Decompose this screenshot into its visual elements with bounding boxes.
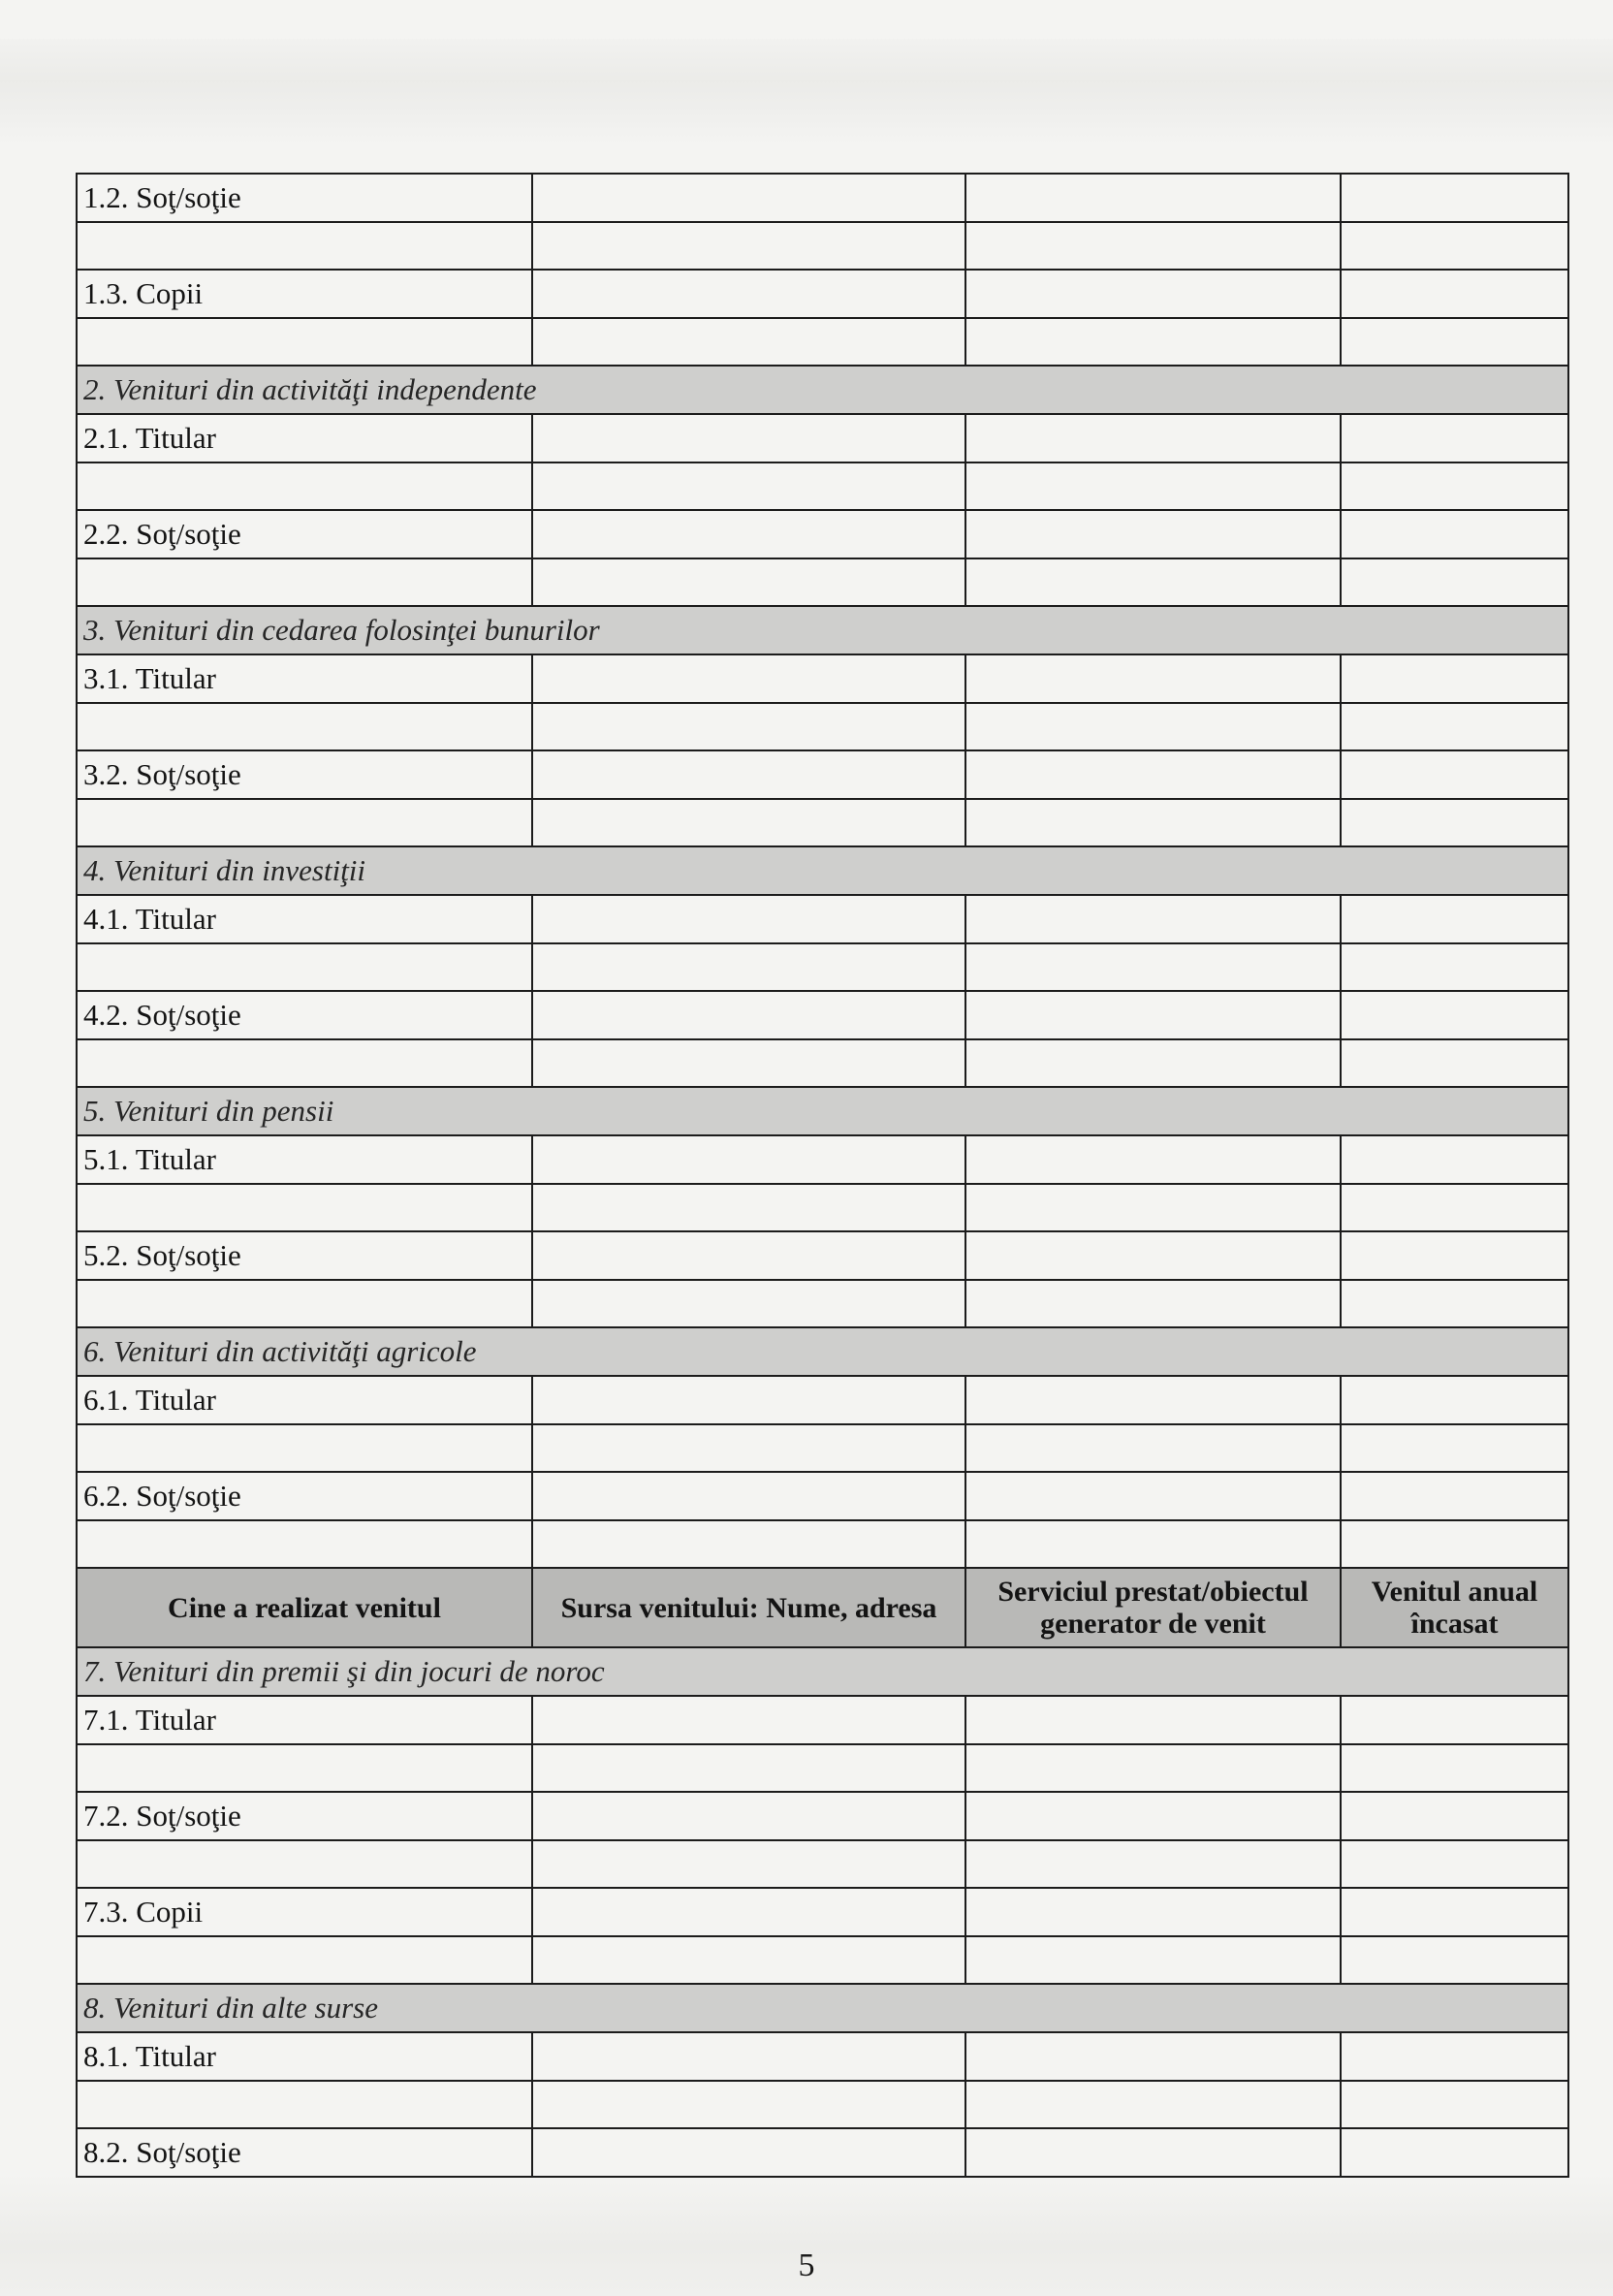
annual-income-cell[interactable] bbox=[1341, 558, 1568, 607]
source-cell[interactable] bbox=[532, 895, 965, 943]
table-row bbox=[77, 1184, 1568, 1232]
source-cell[interactable] bbox=[532, 174, 965, 222]
source-cell[interactable] bbox=[532, 1696, 965, 1744]
row-label-cell bbox=[77, 1280, 532, 1328]
row-label-cell: 4.1. Titular bbox=[77, 895, 532, 943]
table-row bbox=[77, 558, 1568, 607]
annual-income-cell[interactable] bbox=[1341, 1135, 1568, 1184]
table-row bbox=[77, 174, 1568, 222]
service-cell[interactable] bbox=[965, 2032, 1341, 2081]
row-label-cell bbox=[77, 1744, 532, 1793]
service-cell[interactable] bbox=[965, 1184, 1341, 1232]
table-row bbox=[77, 703, 1568, 751]
row-label-cell: 1.2. Soţ/soţie bbox=[77, 174, 532, 222]
row-label-cell bbox=[77, 943, 532, 992]
annual-income-cell[interactable] bbox=[1341, 318, 1568, 367]
row-label-cell bbox=[77, 799, 532, 847]
annual-income-cell[interactable] bbox=[1341, 1184, 1568, 1232]
annual-income-cell[interactable] bbox=[1341, 1424, 1568, 1473]
service-cell[interactable] bbox=[965, 703, 1341, 751]
table-row bbox=[77, 654, 1568, 703]
annual-income-cell[interactable] bbox=[1341, 1744, 1568, 1793]
service-cell[interactable] bbox=[965, 1840, 1341, 1889]
table-row bbox=[77, 1280, 1568, 1328]
table-row bbox=[77, 1744, 1568, 1793]
table-row bbox=[77, 895, 1568, 943]
table-row bbox=[77, 2128, 1568, 2177]
service-cell[interactable] bbox=[965, 2081, 1341, 2129]
row-label-cell: 2.1. Titular bbox=[77, 414, 532, 462]
annual-income-cell[interactable] bbox=[1341, 414, 1568, 462]
table-row bbox=[77, 750, 1568, 799]
annual-income-cell[interactable] bbox=[1341, 1936, 1568, 1985]
annual-income-cell[interactable] bbox=[1341, 799, 1568, 847]
section-heading-row bbox=[77, 606, 1568, 654]
source-cell[interactable] bbox=[532, 270, 965, 318]
source-cell[interactable] bbox=[532, 414, 965, 462]
section-heading: 8. Venituri din alte surse bbox=[77, 1984, 1568, 2032]
row-label-cell bbox=[77, 1184, 532, 1232]
source-cell[interactable] bbox=[532, 1280, 965, 1328]
row-label-cell bbox=[77, 558, 532, 607]
header-venitul-anual: Venitul anual încasat bbox=[1341, 1568, 1568, 1647]
column-header-row bbox=[77, 1568, 1568, 1647]
income-declaration-table bbox=[76, 173, 1569, 2178]
row-label-cell bbox=[77, 703, 532, 751]
table-row bbox=[77, 799, 1568, 847]
table-row bbox=[77, 1135, 1568, 1184]
table-row bbox=[77, 1039, 1568, 1088]
section-heading: 5. Venituri din pensii bbox=[77, 1087, 1568, 1135]
section-heading-row bbox=[77, 1327, 1568, 1376]
row-label-cell: 7.2. Soţ/soţie bbox=[77, 1792, 532, 1840]
source-cell[interactable] bbox=[532, 1184, 965, 1232]
section-heading: 6. Venituri din activităţi agricole bbox=[77, 1327, 1568, 1376]
source-cell[interactable] bbox=[532, 1744, 965, 1793]
annual-income-cell[interactable] bbox=[1341, 1231, 1568, 1280]
service-cell[interactable] bbox=[965, 1280, 1341, 1328]
service-cell[interactable] bbox=[965, 895, 1341, 943]
section-heading-row bbox=[77, 366, 1568, 414]
header-serviciul-prestat: Serviciul prestat/obiectul generator de venit bbox=[965, 1568, 1341, 1647]
source-cell[interactable] bbox=[532, 222, 965, 271]
row-label-cell bbox=[77, 1520, 532, 1569]
row-label-cell: 6.2. Soţ/soţie bbox=[77, 1472, 532, 1520]
source-cell[interactable] bbox=[532, 1039, 965, 1088]
table-row bbox=[77, 1472, 1568, 1520]
service-cell[interactable] bbox=[965, 991, 1341, 1039]
row-label-cell: 6.1. Titular bbox=[77, 1376, 532, 1424]
source-cell[interactable] bbox=[532, 1472, 965, 1520]
table-row bbox=[77, 1231, 1568, 1280]
service-cell[interactable] bbox=[965, 174, 1341, 222]
source-cell[interactable] bbox=[532, 943, 965, 992]
service-cell[interactable] bbox=[965, 1792, 1341, 1840]
source-cell[interactable] bbox=[532, 1231, 965, 1280]
service-cell[interactable] bbox=[965, 943, 1341, 992]
annual-income-cell[interactable] bbox=[1341, 1888, 1568, 1936]
source-cell[interactable] bbox=[532, 462, 965, 511]
table-row bbox=[77, 2081, 1568, 2129]
source-cell[interactable] bbox=[532, 1840, 965, 1889]
section-heading-row bbox=[77, 846, 1568, 895]
row-label-cell bbox=[77, 1840, 532, 1889]
annual-income-cell[interactable] bbox=[1341, 703, 1568, 751]
table-body bbox=[77, 174, 1568, 2177]
table-row bbox=[77, 270, 1568, 318]
table-row bbox=[77, 943, 1568, 992]
row-label-cell bbox=[77, 1424, 532, 1473]
table-row bbox=[77, 1840, 1568, 1889]
table-row bbox=[77, 222, 1568, 271]
source-cell[interactable] bbox=[532, 1376, 965, 1424]
section-heading-row bbox=[77, 1087, 1568, 1135]
annual-income-cell[interactable] bbox=[1341, 1696, 1568, 1744]
row-label-cell: 5.2. Soţ/soţie bbox=[77, 1231, 532, 1280]
source-cell[interactable] bbox=[532, 1936, 965, 1985]
row-label-cell bbox=[77, 318, 532, 367]
row-label-cell: 8.1. Titular bbox=[77, 2032, 532, 2081]
source-cell[interactable] bbox=[532, 654, 965, 703]
source-cell[interactable] bbox=[532, 1520, 965, 1569]
service-cell[interactable] bbox=[965, 1888, 1341, 1936]
row-label-cell: 7.3. Copii bbox=[77, 1888, 532, 1936]
annual-income-cell[interactable] bbox=[1341, 895, 1568, 943]
source-cell[interactable] bbox=[532, 318, 965, 367]
annual-income-cell[interactable] bbox=[1341, 2032, 1568, 2081]
source-cell[interactable] bbox=[532, 1792, 965, 1840]
table-row bbox=[77, 510, 1568, 558]
annual-income-cell[interactable] bbox=[1341, 1376, 1568, 1424]
service-cell[interactable] bbox=[965, 510, 1341, 558]
row-label-cell: 4.2. Soţ/soţie bbox=[77, 991, 532, 1039]
table-row bbox=[77, 1888, 1568, 1936]
section-heading: 3. Venituri din cedarea folosinţei bunurilor bbox=[77, 606, 1568, 654]
service-cell[interactable] bbox=[965, 558, 1341, 607]
service-cell[interactable] bbox=[965, 1424, 1341, 1473]
row-label-cell: 8.2. Soţ/soţie bbox=[77, 2128, 532, 2177]
source-cell[interactable] bbox=[532, 2128, 965, 2177]
source-cell[interactable] bbox=[532, 991, 965, 1039]
source-cell[interactable] bbox=[532, 558, 965, 607]
section-heading: 7. Venituri din premii şi din jocuri de noroc bbox=[77, 1647, 1568, 1696]
row-label-cell bbox=[77, 2081, 532, 2129]
service-cell[interactable] bbox=[965, 462, 1341, 511]
section-heading-row bbox=[77, 1647, 1568, 1696]
service-cell[interactable] bbox=[965, 654, 1341, 703]
source-cell[interactable] bbox=[532, 510, 965, 558]
row-label-cell: 7.1. Titular bbox=[77, 1696, 532, 1744]
row-label-cell bbox=[77, 1936, 532, 1985]
page-number: 5 bbox=[798, 2248, 815, 2283]
service-cell[interactable] bbox=[965, 1135, 1341, 1184]
service-cell[interactable] bbox=[965, 1472, 1341, 1520]
row-label-cell: 3.2. Soţ/soţie bbox=[77, 750, 532, 799]
service-cell[interactable] bbox=[965, 414, 1341, 462]
row-label-cell bbox=[77, 222, 532, 271]
annual-income-cell[interactable] bbox=[1341, 174, 1568, 222]
row-label-cell bbox=[77, 1039, 532, 1088]
row-label-cell: 5.1. Titular bbox=[77, 1135, 532, 1184]
annual-income-cell[interactable] bbox=[1341, 1792, 1568, 1840]
table-row bbox=[77, 2032, 1568, 2081]
source-cell[interactable] bbox=[532, 2081, 965, 2129]
source-cell[interactable] bbox=[532, 2032, 965, 2081]
source-cell[interactable] bbox=[532, 1135, 965, 1184]
annual-income-cell[interactable] bbox=[1341, 2128, 1568, 2177]
annual-income-cell[interactable] bbox=[1341, 2081, 1568, 2129]
annual-income-cell[interactable] bbox=[1341, 1280, 1568, 1328]
table-row bbox=[77, 1376, 1568, 1424]
service-cell[interactable] bbox=[965, 1376, 1341, 1424]
table-row bbox=[77, 1696, 1568, 1744]
section-heading: 4. Venituri din investiţii bbox=[77, 846, 1568, 895]
service-cell[interactable] bbox=[965, 318, 1341, 367]
table-row bbox=[77, 318, 1568, 367]
service-cell[interactable] bbox=[965, 1936, 1341, 1985]
annual-income-cell[interactable] bbox=[1341, 750, 1568, 799]
row-label-cell bbox=[77, 462, 532, 511]
header-sursa-venitului: Sursa venitului: Nume, adresa bbox=[532, 1568, 965, 1647]
source-cell[interactable] bbox=[532, 1888, 965, 1936]
service-cell[interactable] bbox=[965, 750, 1341, 799]
source-cell[interactable] bbox=[532, 750, 965, 799]
service-cell[interactable] bbox=[965, 1696, 1341, 1744]
source-cell[interactable] bbox=[532, 799, 965, 847]
annual-income-cell[interactable] bbox=[1341, 1472, 1568, 1520]
service-cell[interactable] bbox=[965, 1039, 1341, 1088]
table-row bbox=[77, 1936, 1568, 1985]
row-label-cell: 1.3. Copii bbox=[77, 270, 532, 318]
annual-income-cell[interactable] bbox=[1341, 943, 1568, 992]
service-cell[interactable] bbox=[965, 799, 1341, 847]
service-cell[interactable] bbox=[965, 1744, 1341, 1793]
section-heading-row bbox=[77, 1984, 1568, 2032]
annual-income-cell[interactable] bbox=[1341, 1520, 1568, 1569]
service-cell[interactable] bbox=[965, 1520, 1341, 1569]
service-cell[interactable] bbox=[965, 2128, 1341, 2177]
table-row bbox=[77, 1424, 1568, 1473]
annual-income-cell[interactable] bbox=[1341, 1039, 1568, 1088]
annual-income-cell[interactable] bbox=[1341, 991, 1568, 1039]
service-cell[interactable] bbox=[965, 270, 1341, 318]
table-row bbox=[77, 1520, 1568, 1569]
annual-income-cell[interactable] bbox=[1341, 462, 1568, 511]
service-cell[interactable] bbox=[965, 222, 1341, 271]
service-cell[interactable] bbox=[965, 1231, 1341, 1280]
source-cell[interactable] bbox=[532, 1424, 965, 1473]
table-row bbox=[77, 1792, 1568, 1840]
table-row bbox=[77, 991, 1568, 1039]
scan-shadow-top bbox=[0, 39, 1613, 145]
section-heading: 2. Venituri din activităţi independente bbox=[77, 366, 1568, 414]
table-row bbox=[77, 414, 1568, 462]
row-label-cell: 2.2. Soţ/soţie bbox=[77, 510, 532, 558]
annual-income-cell[interactable] bbox=[1341, 222, 1568, 271]
annual-income-cell[interactable] bbox=[1341, 270, 1568, 318]
table-row bbox=[77, 462, 1568, 511]
row-label-cell: 3.1. Titular bbox=[77, 654, 532, 703]
annual-income-cell[interactable] bbox=[1341, 1840, 1568, 1889]
annual-income-cell[interactable] bbox=[1341, 510, 1568, 558]
header-cine-a-realizat: Cine a realizat venitul bbox=[77, 1568, 532, 1647]
source-cell[interactable] bbox=[532, 703, 965, 751]
annual-income-cell[interactable] bbox=[1341, 654, 1568, 703]
